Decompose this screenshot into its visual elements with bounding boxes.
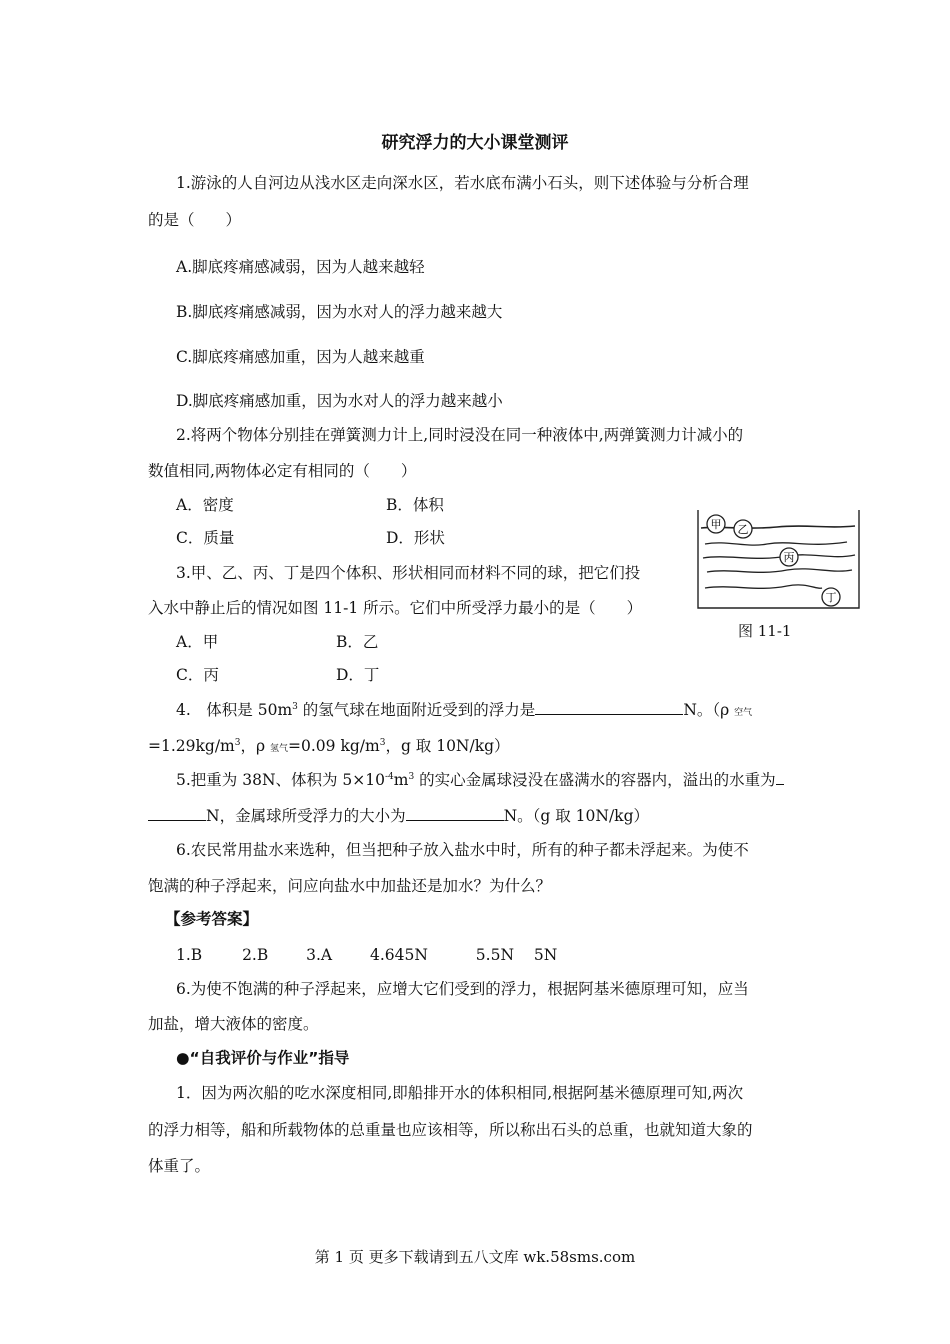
q4-line2 — [148, 736, 510, 759]
q4-text: 4. 体积是 50m — [176, 701, 293, 719]
q4-sub-h: 氢气 — [270, 744, 289, 754]
q1-stem-line2: 的是（ ） — [148, 211, 242, 229]
q4-text: =1.29kg/m — [148, 737, 235, 755]
answer-5a: 5.5N — [475, 946, 515, 964]
answer-6-line2: 加盐，增大液体的密度。 — [148, 1015, 319, 1033]
q4-sup: 3 — [292, 701, 298, 712]
ball-label-bing: 丙 — [783, 551, 795, 564]
q2-stem-line1: 2.将两个物体分别挂在弹簧测力计上,同时浸没在同一种液体中,两弹簧测力计减小的 — [176, 426, 744, 444]
q1-stem-line1: 1.游泳的人自河边从浅水区走向深水区，若水底布满小石头，则下述体验与分析合理 — [176, 174, 749, 192]
q5-text: 的实心金属球浸没在盛满水的容器内，溢出的水重为 — [414, 771, 776, 789]
q4-text: 的氢气球在地面附近受到的浮力是 — [297, 701, 536, 719]
ball-label-ding: 丁 — [825, 591, 837, 604]
q2-option-b: B．体积 — [386, 496, 444, 514]
answer-5b: 5N — [533, 946, 558, 964]
q4-text: ，ρ — [240, 737, 271, 755]
q3-stem-line1: 3.甲、乙、丙、丁是四个体积、形状相同而材料不同的球，把它们投 — [176, 564, 641, 582]
q3-option-b: B．乙 — [336, 633, 379, 651]
water-wave-line — [703, 555, 855, 558]
guide-header: ●“自我评价与作业”指导 — [176, 1049, 350, 1067]
answer-4: 4.645N — [369, 946, 428, 964]
q6-line2: 饱满的种子浮起来，问应向盐水中加盐还是加水？为什么？ — [148, 877, 552, 895]
answer-1: 1.B — [176, 946, 203, 964]
q5-text: N。（g 取 10N/kg） — [503, 807, 649, 825]
q2-option-d: D．形状 — [386, 529, 445, 547]
q5-text: m — [393, 771, 409, 789]
ball-label-yi: 乙 — [737, 523, 749, 536]
ball-label-jia: 甲 — [710, 518, 722, 531]
answers-row — [176, 945, 557, 965]
q2-option-c: C．质量 — [176, 529, 235, 547]
q1-option-a: A.脚底疼痛感减弱，因为人越来越轻 — [176, 258, 425, 276]
answer-3: 3.A — [306, 946, 333, 964]
guide-line1: 1．因为两次船的吃水深度相同,即船排开水的体积相同,根据阿基米德原理可知,两次 — [176, 1084, 744, 1102]
q5-line1 — [176, 770, 784, 790]
q5-line2 — [148, 806, 649, 826]
q3-option-a: A．甲 — [176, 633, 219, 651]
figure-caption: 图 11-1 — [738, 622, 792, 640]
page-title: 研究浮力的大小课堂测评 — [381, 133, 569, 153]
q4-sup: 3 — [234, 737, 241, 748]
water-wave-line — [705, 585, 822, 588]
guide-line3: 体重了。 — [148, 1157, 211, 1175]
q4-text: =0.09 kg/m — [288, 737, 380, 755]
q4-text: N。（ρ — [683, 701, 735, 719]
q3-option-c: C．丙 — [176, 666, 219, 684]
q4-line1 — [176, 700, 752, 723]
q5-answer-blank-2[interactable] — [406, 806, 504, 821]
q5-text: 5.把重为 38N、体积为 5×10 — [176, 771, 386, 789]
figure-11-1-container — [697, 510, 860, 610]
water-wave-line — [705, 542, 847, 545]
q4-answer-blank[interactable] — [535, 700, 683, 715]
q1-option-b: B.脚底疼痛感减弱，因为水对人的浮力越来越大 — [176, 303, 503, 321]
q5-answer-blank-1-start[interactable] — [776, 770, 784, 785]
q5-sup: -4 — [385, 771, 394, 782]
answer-6-line1: 6.为使不饱满的种子浮起来，应增大它们受到的浮力，根据阿基米德原理可知，应当 — [176, 980, 749, 998]
q4-sub-air: 空气 — [734, 708, 753, 718]
guide-line2: 的浮力相等，船和所载物体的总重量也应该相等，所以称出石头的总重，也就知道大象的 — [148, 1121, 753, 1139]
q1-option-d: D.脚底疼痛感加重，因为水对人的浮力越来越小 — [176, 392, 503, 410]
q5-text: N，金属球所受浮力的大小为 — [206, 807, 406, 825]
page-footer: 第 1 页 更多下载请到五八文库 wk.58sms.com — [314, 1248, 636, 1266]
answer-2: 2.B — [242, 946, 269, 964]
q5-answer-blank-1[interactable] — [148, 806, 206, 821]
q4-sup: 3 — [379, 737, 386, 748]
answers-header: 【参考答案】 — [165, 910, 259, 928]
q3-stem-line2: 入水中静止后的情况如图 11-1 所示。它们中所受浮力最小的是（ ） — [148, 599, 643, 617]
q1-option-c: C.脚底疼痛感加重，因为人越来越重 — [176, 348, 425, 366]
q2-option-a: A．密度 — [176, 496, 234, 514]
q6-line1: 6.农民常用盐水来选种，但当把种子放入盐水中时，所有的种子都未浮起来。为使不 — [176, 841, 749, 859]
water-wave-line — [707, 569, 852, 572]
q5-sup: 3 — [408, 771, 415, 782]
q3-option-d: D．丁 — [336, 666, 380, 684]
q2-stem-line2: 数值相同,两物体必定有相同的（ ） — [148, 462, 417, 480]
q4-text: ，g 取 10N/kg） — [385, 737, 510, 755]
